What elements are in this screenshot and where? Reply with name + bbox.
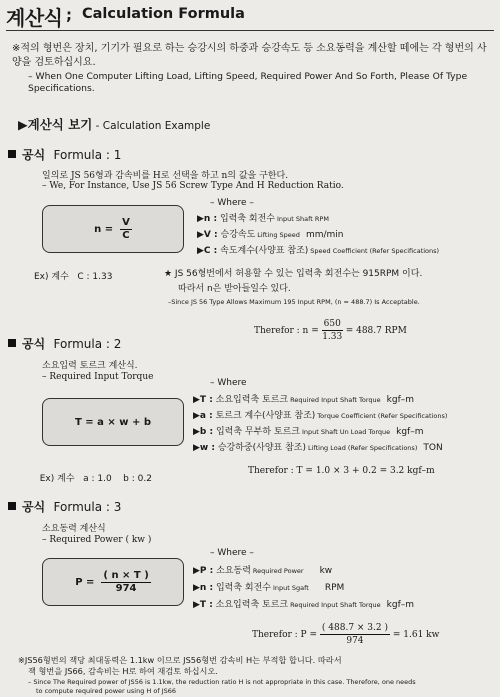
def-symbol: ▶n : — [193, 583, 214, 593]
calc-fraction — [320, 622, 390, 647]
def-unit: kgf–m — [396, 427, 424, 437]
square-bullet-icon — [8, 502, 16, 510]
def-symbol: ▶w : — [193, 443, 215, 453]
formula-3-def-n — [193, 580, 344, 593]
therefor-label: Therefor : P = — [252, 629, 318, 640]
def-unit: kgf–m — [386, 395, 415, 405]
formula-2-def-w — [193, 440, 443, 453]
formula-1-desc-english: – We, For Instance, Use JS 56 Screw Type And H Reduction Ratio. — [42, 181, 344, 191]
formula-3-denominator: 974 — [115, 582, 137, 594]
footer-note-english-line-2: to compute required power using H of JS66 — [36, 687, 177, 695]
formula-2-example — [34, 461, 152, 484]
calc-fraction — [322, 318, 343, 343]
formula-3-where: – Where – — [210, 548, 254, 558]
formula-2-expression: T = a × w + b — [75, 416, 151, 428]
def-unit: TON — [423, 443, 443, 453]
title-divider — [6, 30, 494, 31]
formula-2-heading-english: Formula : 2 — [53, 337, 122, 351]
def-symbol: ▶C : — [197, 246, 218, 256]
formula-1-numerator: V — [122, 216, 130, 228]
def-korean: 소요입력축 토르크 — [215, 395, 289, 405]
footer-note-korean-line-1: ※JS56형번의 잭당 최대동력은 1.1kw 이므로 JS56형번 감속비 H는 부적합 합니다. 따라서 — [18, 655, 342, 665]
def-korean: 입력축 회전수 — [219, 214, 275, 224]
calc-numerator: ( 488.7 × 3.2 ) — [321, 623, 388, 633]
formula-1-heading-english: Formula : 1 — [53, 148, 122, 162]
title-separator: ; — [66, 6, 72, 24]
calc-result: = 488.7 RPM — [345, 325, 407, 336]
formula-1-denominator: C — [122, 229, 130, 241]
formula-1-star-note-english: –Since JS 56 Type Allows Maximum 195 Input RPM, (n = 488.7) Is Acceptable. — [168, 298, 420, 306]
def-korean: 소요동력 — [216, 566, 251, 576]
therefor-label: Therefor : n = — [254, 325, 319, 336]
example-label: Ex) 계수 — [39, 474, 75, 484]
def-korean: 토르크 계수(사양표 참조) — [215, 411, 316, 421]
def-unit: kw — [319, 566, 333, 576]
def-symbol: ▶b : — [193, 427, 214, 437]
formula-1-box — [42, 205, 184, 253]
def-english: Lifting Load (Refer Specifications) — [307, 444, 418, 452]
intro-note-korean: ※적의 형번은 장치, 기기가 필요로 하는 승강시의 하중과 승강속도 등 소요동력을 계산할 떼에는 각 형번의 사양을 검토하십시요. — [12, 43, 487, 68]
formula-1-def-n — [197, 211, 329, 224]
formula-2-desc-korean: 소요입력 토르크 계산식. — [42, 361, 138, 371]
formula-1-where: – Where – — [210, 198, 254, 208]
formula-2-box — [42, 398, 184, 446]
intro-note-english: – When One Computer Lifting Load, Lifting Speed, Required Power And So Forth, Please Of Type Specifications. — [28, 71, 468, 94]
def-unit: kgf–m — [386, 600, 415, 610]
def-korean: 입력축 무부하 토르크 — [215, 427, 300, 437]
formula-2-def-a — [193, 408, 447, 421]
def-symbol: ▶V : — [197, 230, 218, 240]
def-symbol: ▶T : — [193, 600, 213, 610]
def-english: Required Input Shaft Torque — [290, 601, 381, 609]
formula-3-heading-korean: 공식 — [22, 500, 46, 514]
formula-1-heading — [8, 146, 121, 163]
formula-3-desc-korean: 소요동력 계산식 — [42, 524, 106, 534]
def-english: Input Sgaft — [272, 584, 309, 592]
def-symbol: ▶n : — [197, 214, 218, 224]
formula-1-def-c — [197, 243, 439, 256]
formula-2-desc-english: – Required Input Torque — [42, 372, 154, 382]
formula-2-heading-korean: 공식 — [22, 337, 46, 351]
formula-2-def-t — [193, 392, 414, 405]
def-symbol: ▶T : — [193, 395, 213, 405]
formula-3-fraction — [101, 570, 150, 595]
calc-denominator: 974 — [346, 636, 364, 646]
def-korean: 속도계수(사양표 참조) — [220, 246, 309, 256]
example-label: Ex) 계수 — [34, 272, 69, 282]
example-value: C : 1.33 — [77, 272, 113, 282]
formula-3-lhs: P = — [75, 576, 95, 588]
def-english: Speed Coefficient (Refer Specifications) — [310, 247, 440, 255]
def-english: Lifting Speed — [257, 231, 300, 239]
def-english: Torque Coefficient (Refer Specifications) — [317, 412, 448, 420]
formula-1-calculation — [254, 318, 407, 343]
formula-1-star-note-line-2: 따라서 n은 받아들일수 있다. — [178, 284, 291, 294]
def-english: Input Shaft Un Load Torque — [301, 428, 391, 436]
formula-2-heading — [8, 335, 121, 352]
def-english: Input Shaft RPM — [276, 215, 329, 223]
section-heading — [18, 115, 210, 133]
def-unit: RPM — [324, 583, 345, 593]
calc-denominator: 1.33 — [322, 332, 343, 342]
formula-3-numerator: ( n × T ) — [103, 569, 149, 581]
calc-result: = 1.61 kw — [392, 629, 440, 640]
def-english: Required Input Shaft Torque — [290, 396, 381, 404]
footer-note-english-line-1: – Since The Required power of JS56 is 1.1kw, the reduction ratio H is not appropriate in this case. Therefore, one needs — [28, 678, 416, 686]
def-korean: 승강하중(사양표 참조) — [217, 443, 306, 453]
calc-numerator: 650 — [323, 319, 341, 329]
formula-1-desc-korean: 일의로 JS 56형과 감속비를 H로 선택을 하고 n의 값을 구한다. — [42, 171, 289, 181]
formula-2-def-b — [193, 424, 424, 437]
def-korean: 승강속도 — [220, 230, 256, 240]
square-bullet-icon — [8, 339, 16, 347]
formula-3-def-p — [193, 563, 332, 576]
formula-1-heading-korean: 공식 — [22, 148, 46, 162]
def-korean: 소요입력축 토르크 — [215, 600, 289, 610]
page-title-korean: 계산식 — [6, 6, 63, 30]
formula-3-def-t — [193, 597, 414, 610]
formula-1-example — [34, 269, 112, 282]
def-korean: 입력축 회전수 — [215, 583, 271, 593]
formula-3-calculation — [252, 622, 439, 647]
formula-2-where: – Where — [210, 378, 247, 388]
formula-3-heading-english: Formula : 3 — [53, 500, 122, 514]
formula-2-calculation: Therefor : T = 1.0 × 3 + 0.2 = 3.2 kgf–m — [248, 466, 435, 476]
formula-3-heading — [8, 498, 121, 515]
def-english: Required Power — [252, 567, 304, 575]
example-value: a : 1.0 b : 0.2 — [83, 474, 152, 484]
def-symbol: ▶P : — [193, 566, 214, 576]
formula-3-desc-english: – Required Power ( kw ) — [42, 535, 152, 545]
def-unit: mm/min — [305, 230, 344, 240]
formula-1-lhs: n = — [94, 223, 114, 235]
def-symbol: ▶a : — [193, 411, 213, 421]
footer-note-korean-line-2: 잭 형번을 JS66, 감속비는 H로 하여 재검토 하십시오. — [28, 666, 218, 676]
formula-3-box — [42, 558, 184, 606]
formula-1-def-v — [197, 227, 343, 240]
section-heading-english: - Calculation Example — [92, 120, 211, 132]
formula-1-star-note-line-1: ★ JS 56형번에서 허용할 수 있는 입력축 회전수는 915RPM 이다. — [164, 269, 423, 279]
section-heading-korean: ▶계산식 보기 — [18, 117, 93, 132]
page-title-english: Calculation Formula — [82, 6, 245, 22]
formula-1-fraction — [120, 217, 132, 242]
square-bullet-icon — [8, 150, 16, 158]
